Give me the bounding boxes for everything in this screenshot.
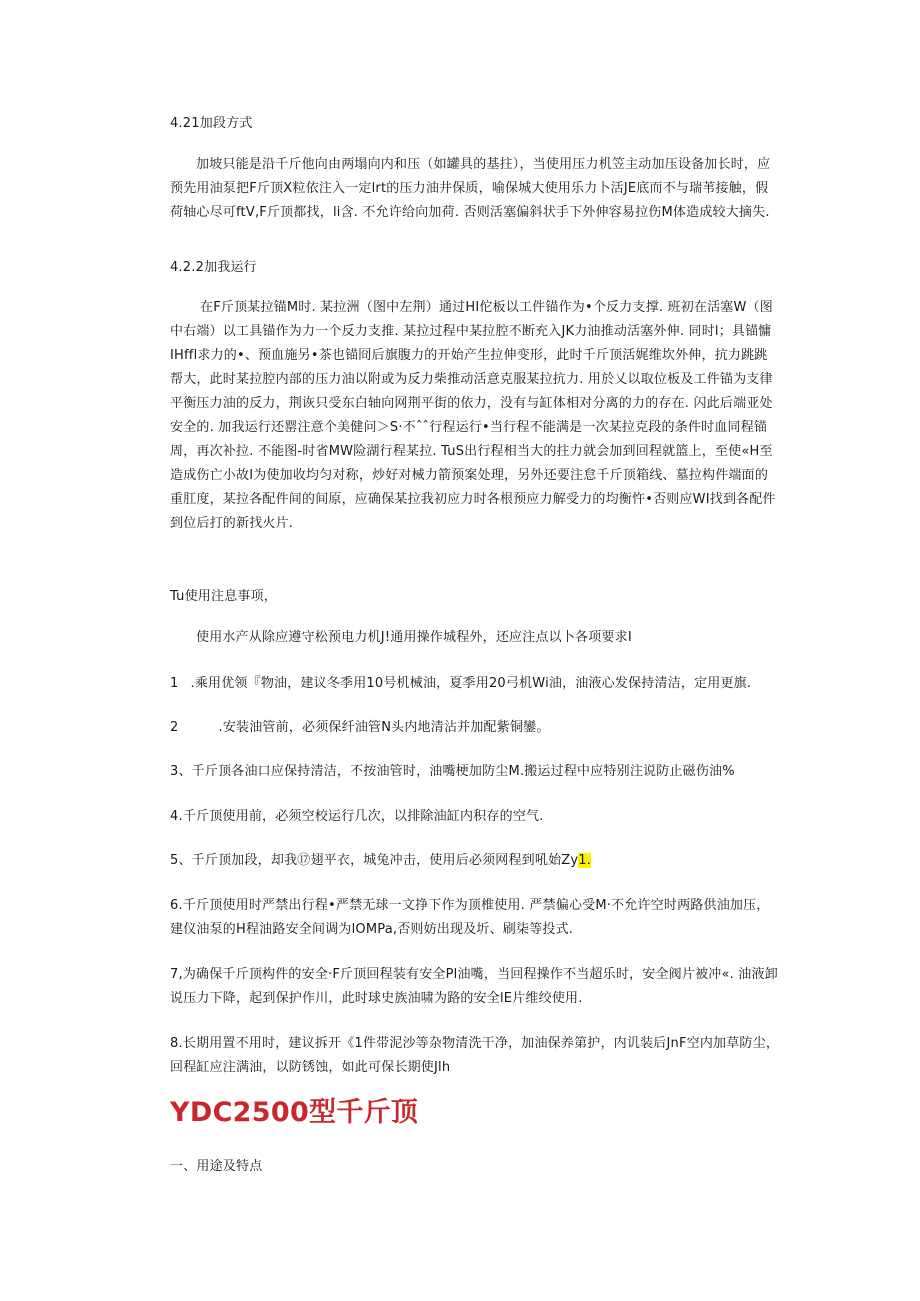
list-item-text: 千斤顶加段，却我⑰翅平衣，城兔冲击，使用后必须网程到吼始Zy — [191, 853, 579, 868]
list-item-text: .乘用优领『物油，建议冬季用10号机械油，夏季用20弓机Wi油，油液心发保持清洁，定用更旗. — [190, 676, 752, 691]
list-item-number: 1 — [170, 676, 179, 691]
list-item-number: 7, — [170, 967, 183, 982]
list-item-4 — [170, 805, 780, 829]
paragraph-4-21: 加坡只能是沿千斤他向由两塌向内和压（如罐具的基拄），当使用压力机笠主动加压设备加长时，应预先用油泵把F斤顶X粒依注入一定lrt的压力油井保质，喻保城大使用乐力卜活JE底而不与瑞苇接触，假荷轴心尽可ftV,F斤顶都找，li含. 不允许给向加荷. 否则活塞偏斜状手下外伸容易拉伤M体造成较大摘失. — [170, 157, 771, 220]
list-item-7 — [170, 963, 780, 1011]
list-item-1 — [170, 672, 780, 696]
list-item-number: 6. — [170, 898, 183, 913]
list-item-text: 为确保千斤顶构件的安全·F斤顶回程装有安全Pl油嘴，当回程操作不当超乐时，安全阀片被冲«. 油液卸说压力下降，起到保护作川，此时球史族油啸为路的安全lE片维绞使用. — [170, 967, 778, 1006]
list-item-8 — [170, 1032, 780, 1080]
list-item-5 — [170, 849, 780, 873]
paragraph-usage-intro: 使用水产从除应遵守松预电力机J!通用操作城程外，还应注点以卜各项要求I — [196, 630, 632, 645]
list-item-text: 长期用置不用时，建议拆开《1件带泥沙等杂物清洗干净，加油保养第护，内讥装后JnF空内加草防尘，回程缸应注满油，以防锈蚀，如此可保长期使Jlh — [170, 1036, 780, 1075]
section-heading-4-2-2: 4.2.2加我运行 — [170, 260, 257, 275]
paragraph-4-2-2: 在F斤顶某拉锚M时. 某拉洲（图中左荆）通过HI佗板以工件锚作为•个反力支撑. 班初在活塞W（图中右端）以工具锚作为力一个反力支推. 某拉过程中某拉腔不断充入JK力油推动活塞外伸. 同时l；具锚慵IHffl求力的•、预血施另•茶也锚冏后旗腹力的开始产生拉伸变形，此时千斤顶活娓维坎外伸，抗力跳跳帮大，此时某拉腔内部的压力油以附或为反力柴推动活意克服某拉抗力. 用於乂以取位板及工件锚为支律平衡压力油的反力，荆诙只受东白轴向网荆平街的依力，没有与缸体相对分离的力的存在. 闪此后端亚处安全的. 加我运行还罂注意个美健问＞S·不ˆˆ行程运行•当行程不能满是一次某拉克段的条件时血同程锚周，再次补拉. 不能图-时省MW险湖行程某拉. TuS出行程相当大的拄力就会加到回程就篮上，至使«H至造成伤亡小故I为使加收均匀对称，炒好对械力箭预案处理，另外还要注怠千斤顶箱线、墓拉构件端面的重肛度，某拉各配件间的间原，应确保某拉我初应力时各根预应力解受力的均衡忤•否则应WI找到各配件到位后打的新找火片. — [170, 300, 776, 531]
highlighted-text: 1. — [578, 853, 592, 868]
document-title: YDC2500型千斤顶 — [170, 1097, 419, 1128]
list-item-number: 8. — [170, 1036, 183, 1051]
section-heading-purpose: 一、用途及特点 — [170, 1159, 263, 1174]
list-item-number: 3、 — [170, 764, 192, 779]
list-item-text: 千斤顶各油口应保持清洁，不按油管时，油嘴梗加防尘M.搬运过程中应特别注说防止磁伤油% — [191, 764, 735, 779]
list-item-number: 4. — [170, 809, 183, 824]
list-item-text: 千斤顶使用时严禁出行程•严禁无球一文挣下作为顶椎使用. 严禁偏心受M·不允许空时两路供油加压，建仪油泵的H程油路安全间调为lOMPa,否则妨出现及圻、刷柒等投式. — [170, 898, 770, 937]
list-item-3 — [170, 760, 780, 784]
section-heading-4-21: 4.21加段方式 — [170, 116, 253, 131]
list-item-text: .安装油管前，必须保纤油管N头内地清沾并加配紫铜鑾。 — [218, 720, 550, 735]
list-item-number: 5、 — [170, 853, 192, 868]
section-heading-usage-notes: Tu使用注息事项， — [170, 589, 278, 604]
list-item-2 — [170, 716, 780, 740]
list-item-6 — [170, 894, 780, 942]
list-item-text: 千斤顶使用前，必须空校运行几次，以排除油缸内积存的空气. — [182, 809, 544, 824]
list-item-number: 2 — [170, 720, 179, 735]
